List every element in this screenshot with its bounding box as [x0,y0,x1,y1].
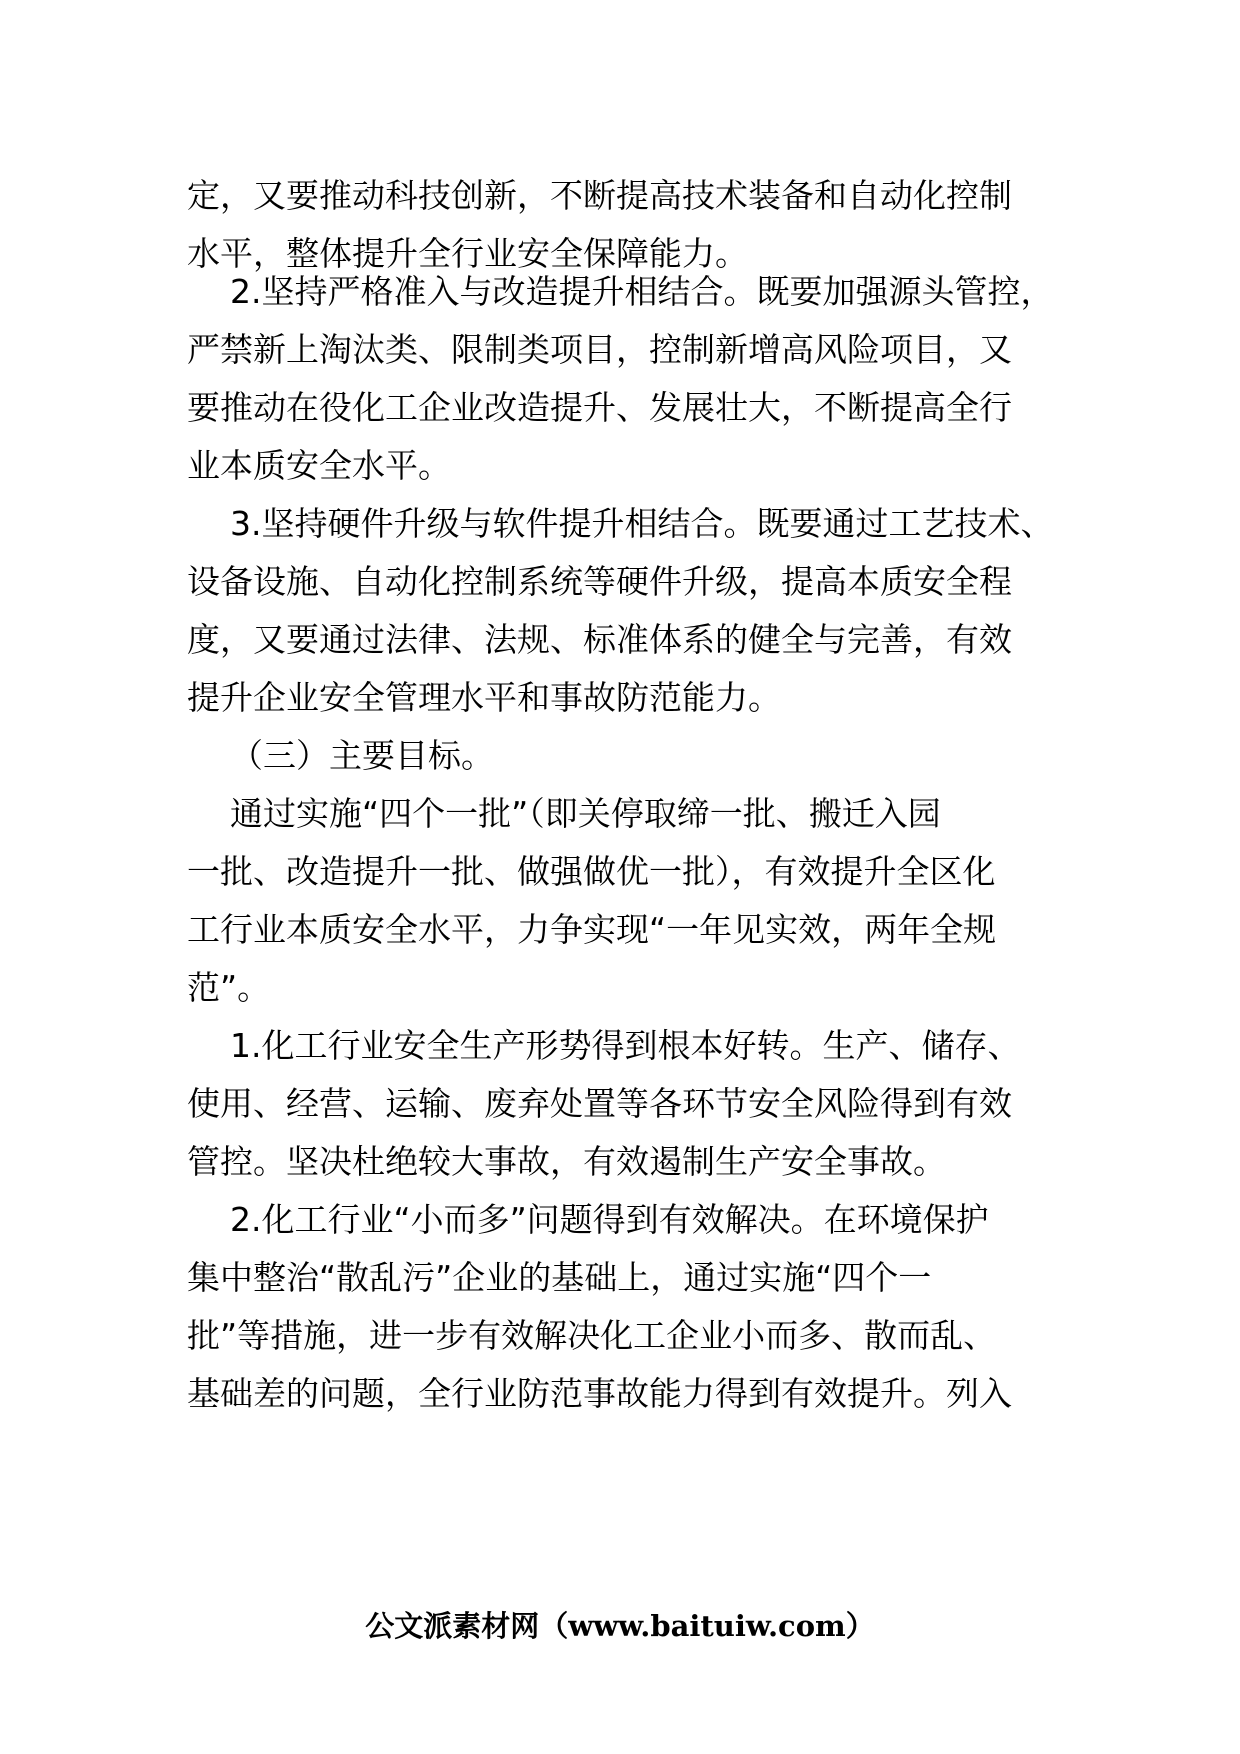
text-line: 管控。坚决杜绝较大事故，有效遏制生产安全事故。 [187,1142,946,1181]
text-line: 基础差的问题，全行业防范事故能力得到有效提升。列入 [187,1374,1012,1413]
text-line: 提升企业安全管理水平和事故防范能力。 [187,678,781,717]
footer-watermark: 公文派素材网（www.baituiw.com） [365,1609,875,1643]
text-line: 范”。 [187,968,271,1007]
text-line: 设备设施、自动化控制系统等硬件升级，提高本质安全程 [187,562,1012,601]
text-line: 工行业本质安全水平，力争实现“一年见实效，两年全规 [187,910,997,949]
text-line: 1.化工行业安全生产形势得到根本好转。生产、储存、 [230,1026,1021,1065]
text-line: 批”等措施，进一步有效解决化工企业小而多、散而乱、 [187,1316,997,1355]
text-line: 使用、经营、运输、废弃处置等各环节安全风险得到有效 [187,1084,1012,1123]
text-line: 水平，整体提升全行业安全保障能力。 [187,234,748,273]
text-line: 2.坚持严格准入与改造提升相结合。既要加强源头管控， [230,272,1054,311]
text-line: 一批、改造提升一批、做强做优一批），有效提升全区化 [187,852,996,891]
text-line: 度，又要通过法律、法规、标准体系的健全与完善，有效 [187,620,1012,659]
section-heading: （三）主要目标。 [230,736,494,775]
text-line: 通过实施“四个一批”（即关停取缔一批、搬迁入园 [230,794,941,833]
text-line: 2.化工行业“小而多”问题得到有效解决。在环境保护 [230,1200,989,1239]
text-line: 集中整治“散乱污”企业的基础上，通过实施“四个一 [187,1258,932,1297]
text-line: 定，又要推动科技创新，不断提高技术装备和自动化控制 [187,176,1012,215]
text-line: 严禁新上淘汰类、限制类项目，控制新增高风险项目，又 [187,330,1012,369]
text-line: 3.坚持硬件升级与软件提升相结合。既要通过工艺技术、 [230,504,1054,543]
text-line: 要推动在役化工企业改造提升、发展壮大，不断提高全行 [187,388,1012,427]
text-line: 业本质安全水平。 [187,446,451,485]
